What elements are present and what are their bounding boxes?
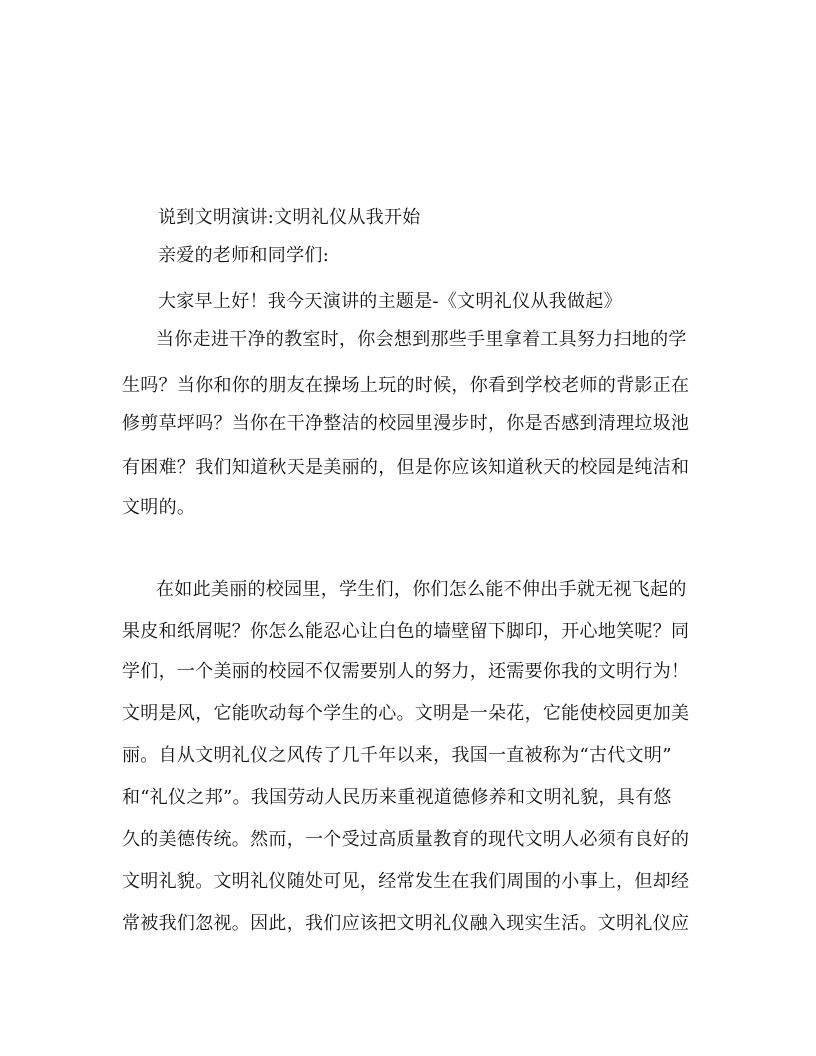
paragraph2-line: 文明是风，它能吹动每个学生的心。文明是一朵花，它能使校园更加美 xyxy=(122,703,690,724)
paragraph2-line: 和“礼仪之邦”。我国劳动人民历来重视道德修养和文明礼貌，具有悠 xyxy=(122,787,672,808)
paragraph1-line: 修剪草坪吗？当你在干净整洁的校园里漫步时，你是否感到清理垃圾池 xyxy=(122,413,690,434)
paragraph1-line: 生吗？当你和你的朋友在操场上玩的时候，你看到学校老师的背影正在 xyxy=(122,375,690,396)
salutation-line: 亲爱的老师和同学们: xyxy=(158,245,330,266)
paragraph1-line: 当你走进干净的教室时，你会想到那些手里拿着工具努力扫地的学 xyxy=(156,329,687,350)
paragraph2-line: 丽。自从文明礼仪之风传了几千年以来，我国一直被称为“古代文明” xyxy=(122,745,672,766)
paragraph2-line: 常被我们忽视。因此，我们应该把文明礼仪融入现实生活。文明礼仪应 xyxy=(122,913,690,934)
paragraph2-line: 文明礼貌。文明礼仪随处可见，经常发生在我们周围的小事上，但却经 xyxy=(122,871,690,892)
greeting-line: 大家早上好！我今天演讲的主题是-《文明礼仪从我做起》 xyxy=(158,291,622,312)
paragraph2-line: 久的美德传统。然而，一个受过高质量教育的现代文明人必须有良好的 xyxy=(122,829,690,850)
paragraph2-line: 果皮和纸屑呢？你怎么能忍心让白色的墙壁留下脚印，开心地笑呢？同 xyxy=(122,621,690,642)
paragraph2-line: 在如此美丽的校园里，学生们，你们怎么能不伸出手就无视飞起的 xyxy=(156,579,687,600)
paragraph1-line: 文明的。 xyxy=(122,497,196,518)
paragraph2-line: 学们，一个美丽的校园不仅需要别人的努力，还需要你我的文明行为！ xyxy=(122,661,690,682)
paragraph1-line: 有困难？我们知道秋天是美丽的，但是你应该知道秋天的校园是纯洁和 xyxy=(122,457,690,478)
title-line: 说到文明演讲:文明礼仪从我开始 xyxy=(158,207,421,228)
